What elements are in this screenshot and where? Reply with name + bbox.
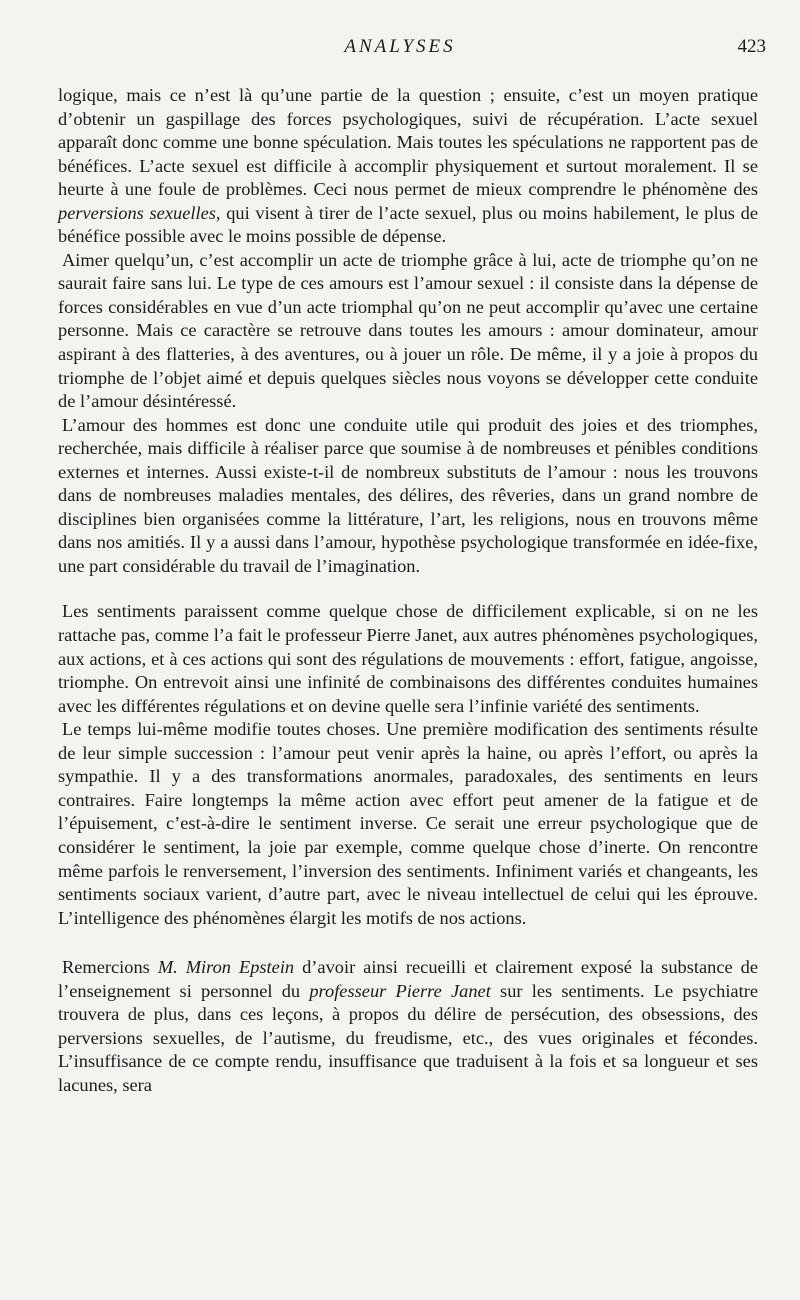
text-segment: logique, mais ce n’est là qu’une partie de la question ; ensuite, c’est un moyen pratique d’obtenir un gaspillage des forces psychologiques, suivi de récupération. L’acte sexuel apparaît donc comme une bonne spéculation. Mais toutes les spéculations ne rapportent pas de bénéfices. L’acte sexuel est difficile à accomplir physiquement et surtout moralement. Il se heurte à une foule de problèmes. Ceci nous permet de mieux comprendre le phénomène des — [58, 85, 758, 200]
italic-text: professeur Pierre Janet — [309, 980, 491, 1001]
paragraph-1 — [58, 84, 758, 249]
paragraph-6 — [58, 956, 758, 1097]
text-segment: d’avoir ainsi recueilli et clairement exposé la substance de l’enseignement si personnel du — [58, 957, 758, 1001]
paragraph-4 — [58, 600, 758, 718]
paragraph-3 — [58, 414, 758, 579]
paragraph-5 — [58, 718, 758, 930]
text-segment: qui visent à tirer de l’acte sexuel, plus ou moins habilement, le plus de bénéfice possible avec le moins possible de dépense. — [58, 202, 758, 247]
italic-text: M. Miron Epstein — [157, 957, 295, 978]
text-segment: Remercions — [62, 957, 158, 978]
text-segment: sur les sentiments. Le psychiatre trouvera de plus, dans ces leçons, à propos du délire de persécution, des obsessions, des perversions sexuelles, de l’autisme, du freudisme, etc., des vues originales et fécondes. L’insuffisance de ce compte rendu, insuffisance que traduisent à la fois et sa longueur et ses lacunes, sera — [58, 980, 758, 1095]
running-title: ANALYSES — [344, 36, 456, 57]
page-header — [0, 36, 800, 64]
paragraph-2 — [58, 249, 758, 414]
italic-text: perversions sexuelles, — [58, 202, 221, 223]
text-segment: Les sentiments paraissent comme quelque chose de difficilement explicable, si on ne les rattache pas, comme l’a fait le professeur Pierre Janet, aux autres phénomènes psychologiques, aux actions, et à ces actions qui sont des régulations de mouvements : effort, fatigue, angoisse, triomphe. On entrevoit ainsi une infinité de combinaisons des différentes conduites humaines avec les différentes régulations et on devine quelle sera l’infinie variété des sentiments. — [58, 601, 758, 716]
page-number: 423 — [737, 36, 766, 57]
body-text — [58, 84, 758, 1097]
text-segment: Aimer quelqu’un, c’est accomplir un acte de triomphe grâce à lui, acte de triomphe qu’on ne saurait faire sans lui. Le type de ces amours est l’amour sexuel : il consiste dans la dépense de forces considérables en vue d’un acte triomphal qu’on ne peut accomplir qu’avec une certaine personne. Mais ce caractère se retrouve dans toutes les amours : amour dominateur, amour aspirant à des flatteries, à des aventures, ou à jouer un rôle. De même, il y a joie à propos du triomphe de l’objet aimé et depuis quelques siècles nous voyons se développer cette conduite de l’amour désintéressé. — [58, 249, 758, 412]
text-segment: L’amour des hommes est donc une conduite utile qui produit des joies et des triomphes, recherchée, mais difficile à réaliser parce que soumise à de nombreuses et pénibles conditions externes et internes. Aussi existe-t-il de nombreux substituts de l’amour : nous les trouvons dans de nombreuses maladies mentales, des délires, des rêveries, dans un grand nombre de disciplines bien organisées comme la littérature, l’art, les religions, nous en trouvons même dans nos amitiés. Il y a aussi dans l’amour, hypothèse psychologique transformée en idée-fixe, une part considérable du travail de l’imagination. — [58, 414, 758, 576]
text-segment: Le temps lui-même modifie toutes choses. Une première modification des sentiments résulte de leur simple succession : l’amour peut venir après la haine, ou après l’effort, ou après la sympathie. Il y a des transformations anormales, paradoxales, des sentiments en leurs contraires. Faire longtemps la même action avec effort peut amener de la fatigue et de l’épuisement, c’est-à-dire le sentiment inverse. Ce serait une erreur psychologique que de considérer le sentiment, la joie par exemple, comme quelque chose d’inerte. On rencontre même parfois le renversement, l’inversion des sentiments. Infiniment variés et changeants, les sentiments sociaux varient, d’autre part, avec le niveau intellectuel de celui qui les éprouve. L’intelligence des phénomènes élargit les motifs de nos actions. — [58, 719, 758, 928]
